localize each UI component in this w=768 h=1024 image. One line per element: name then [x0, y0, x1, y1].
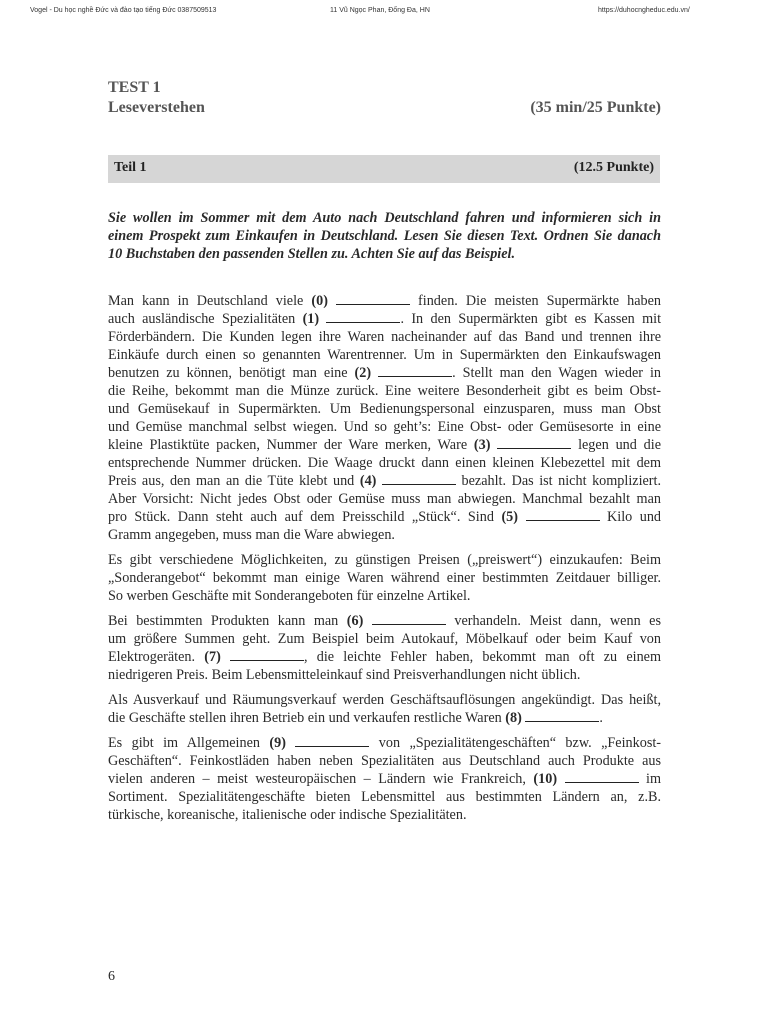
header-left-text: Vogel - Du học nghề Đức và đào tạo tiếng Đức 0387509513 [30, 7, 217, 14]
gap-marker: (6) [346, 613, 364, 629]
text-line: Bei bestimmten Produkten kann man (6) verhandeln. Meist dann, wenn es [108, 613, 661, 629]
instruction-line: 10 Buchstaben den passenden Stellen zu. Achten Sie auf das Beispiel. [108, 246, 516, 262]
answer-blank [526, 508, 600, 521]
text-line: Einkäufe durch einen so genannten Warentrenner. Um in Supermärkten den Einkaufswagen [108, 347, 661, 363]
answer-blank [230, 648, 304, 661]
page-header [0, 7, 768, 19]
text-line: auch ausländische Spezialitäten (1) . In den Supermärkten gibt es Kassen mit [108, 311, 662, 327]
text-line: Elektrogeräten. (7) , die leichte Fehler haben, bekommt man oft zu einem [108, 649, 661, 665]
teil-label: Teil 1 [114, 160, 147, 175]
gap-marker: (5) [501, 509, 518, 525]
text-line: und Gemüse manchmal selbst wiegen. Und so geht’s: Eine Obst- oder Gemüsesorte in eine [108, 419, 661, 435]
gap-marker: (2) [354, 365, 372, 381]
text-line: Man kann in Deutschland viele (0) finden. Die meisten Supermärkte haben [108, 293, 662, 309]
teil-bar [108, 155, 660, 183]
text-line: die Geschäfte stellen ihren Betrieb ein und verkaufen restliche Waren (8) . [108, 710, 603, 726]
gap-marker: (9) [269, 735, 286, 751]
answer-blank [326, 310, 400, 323]
text-line: Preis aus, den man an die Tüte klebt und (4) bezahlt. Das ist nicht kompliziert. [108, 473, 662, 489]
text-line: entsprechende Nummer drücken. Die Waage druckt dann einen kleinen Klebezettel mit dem [108, 455, 661, 471]
gap-marker: (4) [359, 473, 377, 489]
text-line: Aber Vorsicht: Nicht jedes Obst oder Gemüse muss man abwiegen. Manchmal bezahlt man [108, 491, 661, 507]
text-line: türkische, koreanische, italienische oder indische Spezialitäten. [108, 807, 467, 823]
text-line: und Gemüsekauf in Supermärkten. Um Bedienungspersonal einzusparen, muss man Obst [108, 401, 661, 417]
text-line: Geschäften“. Feinkostläden haben neben Spezialitäten aus Deutschland auch Produkte aus [108, 753, 661, 769]
text-line: benutzen zu können, benötigt man eine (2) . Stellt man den Wagen wieder in [108, 365, 662, 381]
text-line: die Reihe, bekommt man die Münze zurück. Eine weitere Besonderheit gibt es beim Obst- [108, 383, 661, 399]
answer-blank [565, 770, 639, 783]
text-line: um größere Summen geht. Zum Beispiel beim Autokauf, Möbelkauf oder beim Kauf von [108, 631, 661, 647]
gap-marker: (8) [505, 710, 522, 726]
answer-blank [378, 364, 452, 377]
text-line: niedrigeren Preis. Beim Lebensmitteleinkauf sind Preisverhandlungen nicht üblich. [108, 667, 581, 683]
header-url-text: https://duhocngheduc.edu.vn/ [598, 7, 690, 14]
gap-marker: (7) [204, 649, 221, 665]
text-line: Gramm angegeben, muss man die Ware abwiegen. [108, 527, 395, 543]
gap-marker: (10) [533, 771, 558, 787]
text-line: Als Ausverkauf und Räumungsverkauf werden Geschäftsauflösungen angekündigt. Das heißt, [108, 692, 661, 708]
page-number: 6 [108, 969, 115, 984]
text-line: Sortiment. Spezialitätengeschäfte bieten Lebensmittel aus bestimmten Ländern an, z.B. [108, 789, 661, 805]
text-line: Förderbändern. Die Kunden legen ihre Waren nacheinander auf das Band und trennen ihre [108, 329, 661, 345]
teil-points: (12.5 Punkte) [573, 160, 654, 175]
gap-marker: (3) [473, 437, 491, 453]
text-line: „Sonderangebot“ bekommt man einige Waren während einer bestimmten Zeitdauer billiger. [108, 570, 661, 586]
answer-blank [372, 612, 446, 625]
header-center-text: 11 Vũ Ngọc Phan, Đống Đa, HN [330, 7, 430, 14]
text-line: So werben Geschäfte mit Sonderangeboten für einzelne Artikel. [108, 588, 471, 604]
gap-marker: (0) [311, 293, 328, 309]
gap-marker: (1) [302, 311, 320, 327]
answer-blank [295, 734, 369, 747]
answer-blank [382, 472, 456, 485]
answer-blank [497, 436, 571, 449]
text-line: Es gibt im Allgemeinen (9) von „Spezialitätengeschäften“ bzw. „Feinkost- [108, 735, 662, 751]
instruction-line: Sie wollen im Sommer mit dem Auto nach Deutschland fahren und informieren sich in [108, 210, 661, 226]
section-title: Leseverstehen [108, 99, 205, 116]
answer-blank [336, 292, 410, 305]
text-line: pro Stück. Dann steht auch auf dem Preisschild „Stück“. Sind (5) Kilo und [108, 509, 662, 525]
section-points: (35 min/25 Punkte) [530, 99, 661, 116]
instruction-line: einem Prospekt zum Einkaufen in Deutschland. Lesen Sie diesen Text. Ordnen Sie danach [108, 228, 661, 244]
answer-blank [525, 709, 599, 722]
text-line: vielen anderen – meist westeuropäischen – Ländern wie Frankreich, (10) im [108, 771, 662, 787]
test-title: TEST 1 [108, 79, 161, 96]
text-line: Es gibt verschiedene Möglichkeiten, zu günstigen Preisen („preiswert“) einzukaufen: Beim [108, 552, 661, 568]
text-line: kleine Plastiktüte packen, Nummer der Ware merken, Ware (3) legen und die [108, 437, 661, 453]
